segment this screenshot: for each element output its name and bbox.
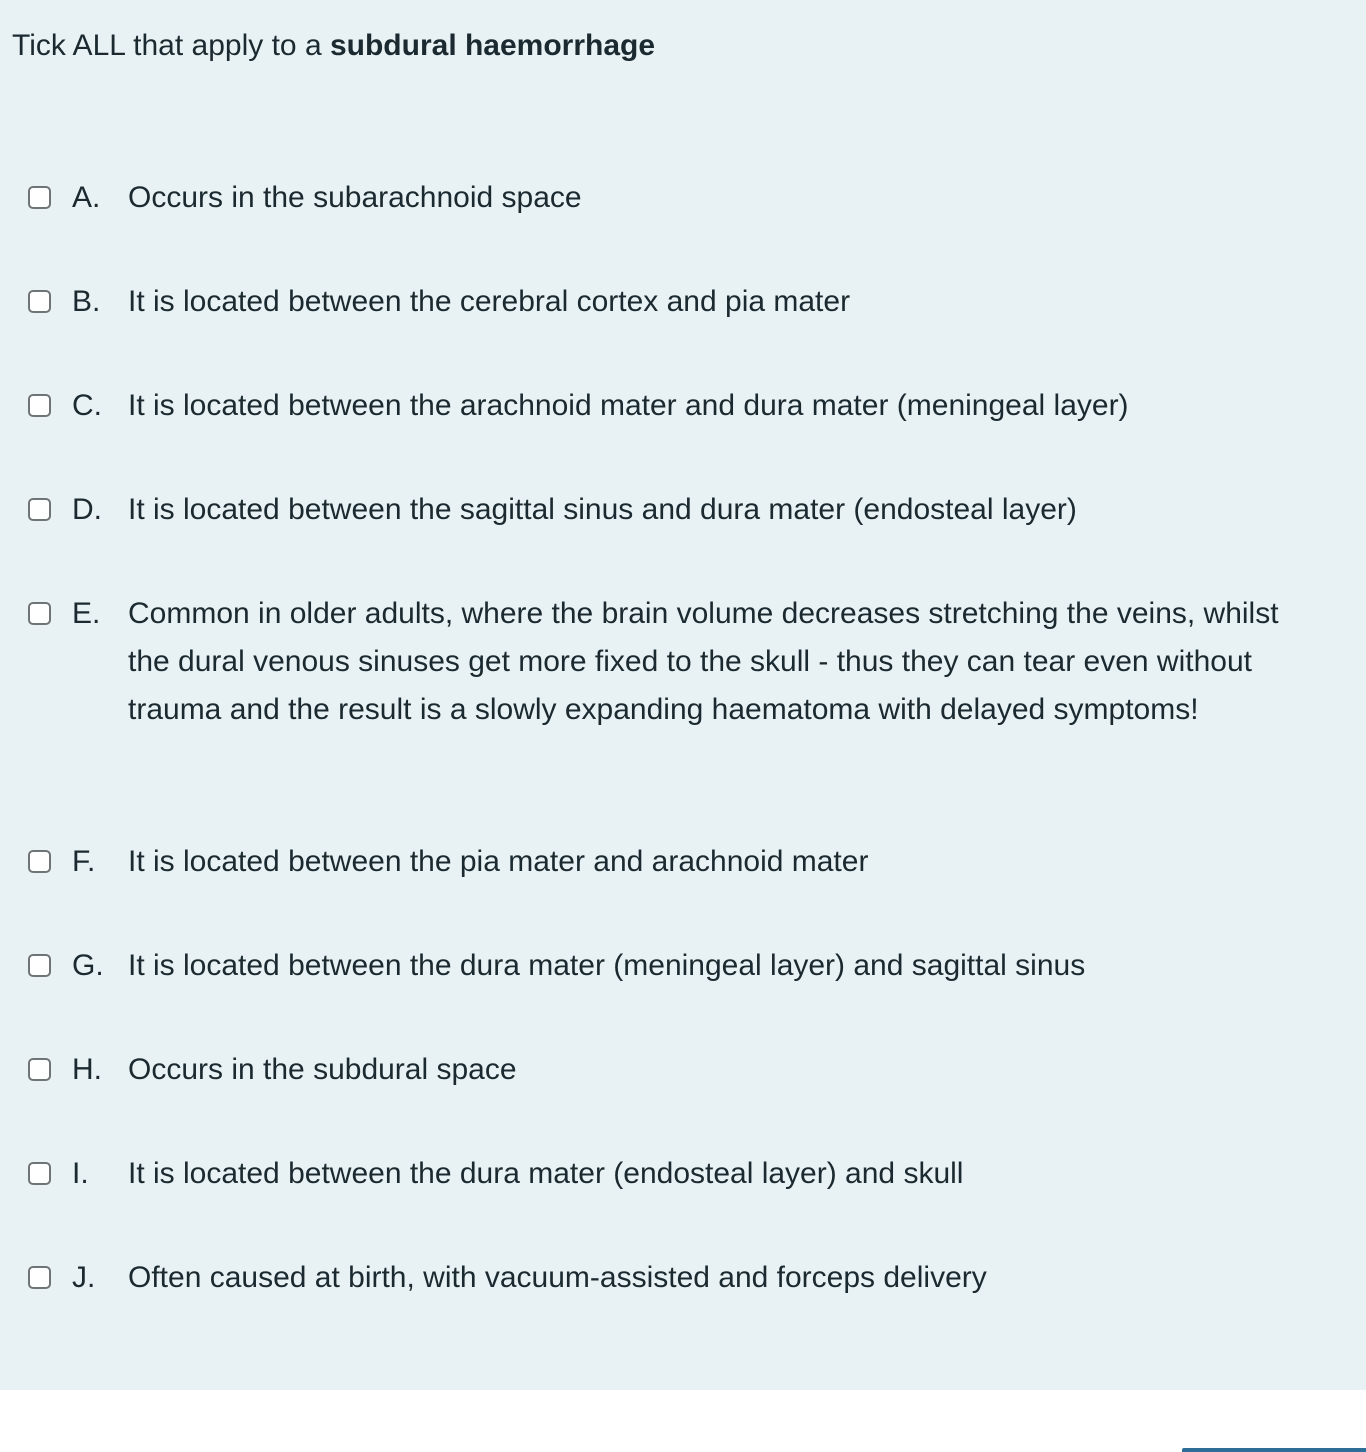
option-letter: E.	[72, 597, 101, 630]
option-text: It is located between the cerebral cortex and pia mater	[128, 285, 851, 318]
option-text: It is located between the sagittal sinus and dura mater (endosteal layer)	[128, 493, 1077, 526]
option-text: It is located between the dura mater (meningeal layer) and sagittal sinus	[128, 949, 1086, 982]
checkbox-e[interactable]	[28, 602, 51, 625]
checkbox-c[interactable]	[28, 394, 51, 417]
question-prompt	[12, 26, 655, 66]
option-letter: G.	[72, 949, 104, 982]
option-letter: D.	[72, 493, 102, 526]
question-emphasis: subdural haemorrhage	[329, 29, 656, 62]
checkbox-d[interactable]	[28, 498, 51, 521]
option-text: Often caused at birth, with vacuum-assisted and forceps delivery	[128, 1261, 987, 1294]
option-letter: A.	[72, 181, 101, 214]
checkbox-f[interactable]	[28, 850, 51, 873]
option-text: Common in older adults, where the brain volume decreases stretching the veins, whilst the dural venous sinuses get more fixed to the skull - thus they can tear even without trauma and the result is a slowly expanding haematoma with delayed symptoms!	[128, 597, 1279, 726]
option-letter: C.	[72, 389, 102, 422]
option-letter: H.	[72, 1053, 102, 1086]
checkbox-j[interactable]	[28, 1266, 51, 1289]
checkbox-b[interactable]	[28, 290, 51, 313]
option-text: It is located between the arachnoid mater and dura mater (meningeal layer)	[128, 389, 1129, 422]
checkbox-g[interactable]	[28, 954, 51, 977]
option-letter: B.	[72, 285, 101, 318]
option-text: It is located between the pia mater and arachnoid mater	[128, 845, 869, 878]
checkbox-a[interactable]	[28, 186, 51, 209]
option-text: It is located between the dura mater (endosteal layer) and skull	[128, 1157, 964, 1190]
option-text: Occurs in the subarachnoid space	[128, 181, 582, 214]
question-prefix: Tick ALL that apply to a	[12, 29, 330, 62]
option-letter: I.	[72, 1157, 89, 1190]
option-letter: J.	[72, 1261, 96, 1294]
option-text: Occurs in the subdural space	[128, 1053, 517, 1086]
option-letter: F.	[72, 845, 96, 878]
checkbox-i[interactable]	[28, 1162, 51, 1185]
next-button-edge[interactable]	[1182, 1448, 1366, 1452]
checkbox-h[interactable]	[28, 1058, 51, 1081]
